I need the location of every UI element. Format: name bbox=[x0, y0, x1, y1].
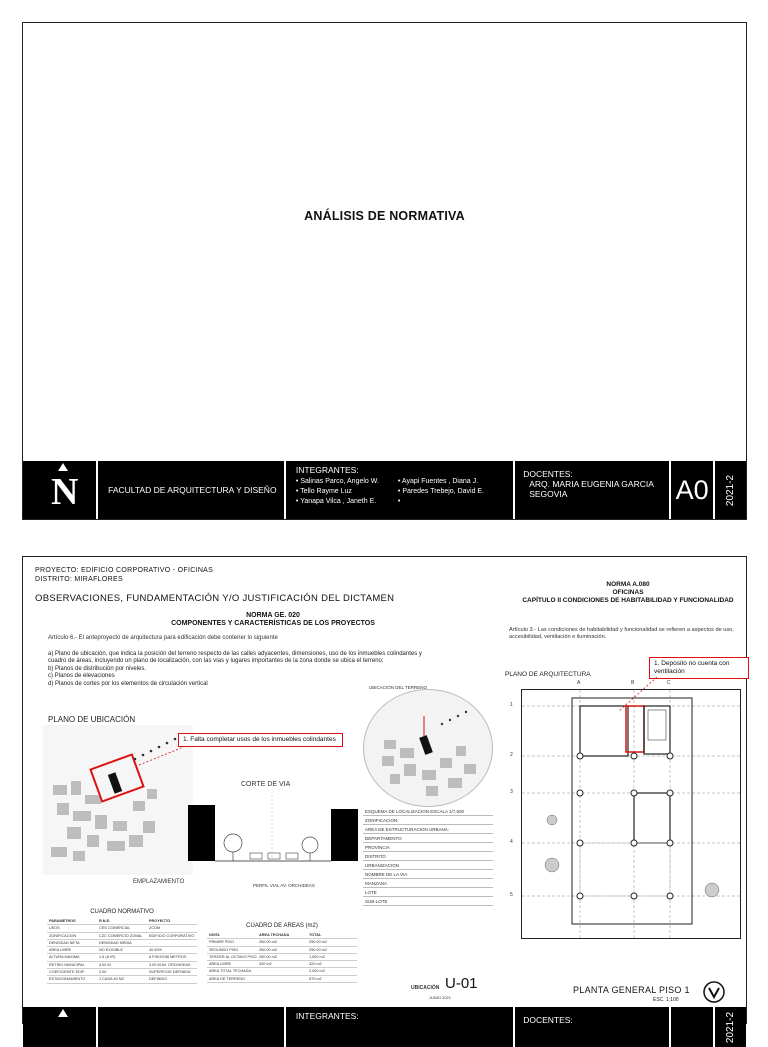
observations-heading: OBSERVACIONES, FUNDAMENTACIÓN Y/O JUSTIFICACIÓN DEL DICTAMEN bbox=[35, 593, 395, 604]
teachers-block bbox=[515, 1007, 671, 1047]
item-b: b) Planos de distribución por niveles. bbox=[48, 665, 147, 672]
floor-plan-frame bbox=[510, 680, 741, 939]
floor-plan-drawing bbox=[522, 690, 742, 940]
table-row: AREA DE TERRENO 570 m2 bbox=[207, 976, 357, 983]
table-row: ZONIFICACION CZC COMERCIO ZONAL EDIFICIO CORPORATIVO bbox=[47, 933, 197, 940]
emplazamiento-label: EMPLAZAMIENTO bbox=[133, 879, 185, 885]
semester-block bbox=[715, 461, 746, 519]
item-a: a) Plano de ubicación, que indica la posición del terreno respecto de las calles adyacentes, dimensiones, uso de los inmuebles colindantes y cuadro de áreas, incluyendo un plano de localización, con las vías y lugares importantes de la zona donde se ubica el terreno; bbox=[48, 651, 422, 665]
grid-axis-2: 2 bbox=[510, 752, 513, 758]
cuadro-normativo-title: CUADRO NORMATIVO bbox=[90, 909, 154, 915]
cuadro-areas-title: CUADRO DE AREAS (m2) bbox=[246, 923, 318, 929]
info-row: ZONIFICACION: bbox=[363, 816, 493, 825]
table-header-row: NIVEL AREA TECHADA TOTAL bbox=[207, 932, 357, 939]
info-row: DISTRITO bbox=[363, 852, 493, 861]
table-row: PRIMER PISO 250.00 m2 250.00 m2 bbox=[207, 939, 357, 946]
teachers-block bbox=[515, 461, 671, 519]
table-row: COEFICIENTE EDIF. 2.00 SUPERFICIE DEFINIDA bbox=[47, 969, 197, 976]
member-name: • Tello Rayme Luz bbox=[295, 488, 352, 495]
semester-year: 2021-2 bbox=[724, 474, 736, 506]
north-arrow-icon bbox=[58, 463, 68, 471]
grid-axis-c: C bbox=[667, 680, 671, 686]
info-row: LOTE bbox=[363, 888, 493, 897]
article-6-items bbox=[48, 651, 440, 688]
sheet-code-cell bbox=[671, 1007, 714, 1047]
semester-year: 2021-2 bbox=[724, 1011, 736, 1043]
site-map-drawing bbox=[43, 725, 193, 875]
logo-n-icon: N bbox=[51, 471, 79, 513]
north-arrow-icon bbox=[58, 1009, 68, 1017]
teacher-name: ARQ. MARIA EUGENIA GARCIA SEGOVIA bbox=[529, 479, 654, 499]
info-row: ESQUEMA DE LOCALIZACION ESCALA 1/7,500 bbox=[363, 807, 493, 816]
info-row: MANZANA bbox=[363, 879, 493, 888]
project-name: PROYECTO: EDIFICIO CORPORATIVO - OFICINAS bbox=[35, 567, 214, 574]
teachers-label: DOCENTES: bbox=[523, 469, 573, 479]
table-row: ALTURA MAXIMA 1.5 (A+R) 8 PISOS/36 METROS bbox=[47, 954, 197, 961]
info-row: DEPARTAMENTO bbox=[363, 834, 493, 843]
sheet-number: U-01 bbox=[445, 975, 478, 992]
info-row: PROVINCIA bbox=[363, 843, 493, 852]
cuadro-normativo-table bbox=[47, 909, 197, 984]
norma-ge-subtitle: COMPONENTES Y CARACTERÍSTICAS DE LOS PROYECTOS bbox=[171, 620, 375, 627]
norma-ge-header bbox=[53, 612, 493, 628]
norma-a080-title: NORMA A.080 bbox=[606, 581, 650, 588]
table-row: USOS CES COMERCIAL ZCOM bbox=[47, 925, 197, 932]
members-column-2 bbox=[398, 477, 484, 507]
grid-axis-4: 4 bbox=[510, 839, 513, 845]
location-circle-map bbox=[363, 689, 493, 807]
faculty-badge-icon bbox=[703, 981, 725, 1003]
plano-arquitectura-label: PLANO DE ARQUITECTURA bbox=[505, 671, 591, 678]
norma-a080-sub: OFICINAS bbox=[612, 589, 644, 596]
table-header-row: PARAMETROS R.N.E. PROYECTO bbox=[47, 918, 197, 925]
street-section-drawing bbox=[188, 795, 358, 875]
info-row: NOMBRE DE LA VIA bbox=[363, 870, 493, 879]
date-stamp: JUNIO 2021 bbox=[429, 995, 452, 1000]
callout-missing-uses: 1. Falta completar usos de los inmuebles colindantes bbox=[178, 733, 343, 747]
item-c: c) Planos de elevaciones bbox=[48, 673, 115, 680]
plan-scale: ESC. 1:100 bbox=[653, 997, 679, 1003]
norma-a080-header bbox=[513, 581, 743, 605]
grid-axis-3: 3 bbox=[510, 789, 513, 795]
info-row: SUB-LOTE bbox=[363, 897, 493, 906]
callout-leader-line bbox=[613, 675, 663, 715]
members-block bbox=[286, 1007, 515, 1047]
table-row: DENSIDAD NETA DENSIDAD MEDIA - bbox=[47, 940, 197, 947]
members-label: INTEGRANTES: bbox=[295, 465, 359, 475]
plan-title: PLANTA GENERAL PISO 1 bbox=[573, 985, 690, 995]
faculty-name: FACULTAD DE ARQUITECTURA Y DISEÑO bbox=[98, 461, 286, 519]
corte-via-label: CORTE DE VIA bbox=[241, 781, 291, 788]
project-info bbox=[35, 566, 213, 584]
faculty-logo bbox=[23, 461, 98, 519]
slide-title: ANÁLISIS DE NORMATIVA bbox=[304, 209, 465, 223]
member-name: • Ayapi Fuentes , Diana J. bbox=[397, 478, 479, 485]
article-6: Artículo 6.- El anteproyecto de arquitectura para edificación debe contener lo siguiente bbox=[48, 635, 278, 641]
semester-block bbox=[715, 1007, 746, 1047]
grid-axis-5: 5 bbox=[510, 892, 513, 898]
table-row: RETIRO MUNICIPAL 3.00 M 3.00 M AV. ORCHIDEAS bbox=[47, 962, 197, 969]
title-block-footer-2 bbox=[23, 1007, 746, 1047]
faculty-name-cell bbox=[98, 1007, 286, 1047]
norma-a080-chapter: CAPÍTULO II CONDICIONES DE HABITABILIDAD Y FUNCIONALIDAD bbox=[522, 597, 734, 604]
table-row: AREA TOTAL TECHADA 2,000 m2 bbox=[207, 968, 357, 975]
info-row: AREA DE ESTRUCTURACION URBANA: bbox=[363, 825, 493, 834]
members-label: INTEGRANTES: bbox=[295, 1011, 359, 1021]
members-block bbox=[286, 461, 515, 519]
grid-axis-1: 1 bbox=[510, 702, 513, 708]
article-3: Artículo 3.- Las condiciones de habitabilidad y funcionalidad se refieren a aspectos de uso, accesibilidad, ventilación e iluminación. bbox=[509, 627, 734, 640]
ubicacion-terreno-label: UBICACIÓN DEL TERRENO bbox=[369, 685, 428, 690]
title-block-footer bbox=[23, 461, 746, 519]
ubicacion-stamp-label: UBICACIÓN bbox=[411, 985, 440, 991]
member-name: • Paredes Trebejo, David E. bbox=[397, 488, 485, 495]
member-name: • Salinas Parco, Angelo W. bbox=[295, 478, 379, 485]
teachers-label: DOCENTES: bbox=[523, 1015, 573, 1025]
member-name: • Yanapa Vilca , Janeth E. bbox=[295, 498, 377, 505]
slide-norma-analysis bbox=[22, 556, 747, 1043]
item-d: d) Planos de cortes por los elementos de circulación vertical bbox=[48, 680, 208, 687]
cuadro-areas-table bbox=[207, 923, 357, 983]
table-row: AREA LIBRE NO EXIGIBLE 40.49% bbox=[47, 947, 197, 954]
slide-cover bbox=[22, 22, 747, 520]
plano-ubicacion-label: PLANO DE UBICACIÓN bbox=[48, 715, 136, 724]
norma-ge-title: NORMA GE. 020 bbox=[246, 612, 300, 619]
table-row: ESTACIONAMIENTO 1 CADA 40 M2 DEFINIDO bbox=[47, 976, 197, 983]
table-row: TERCER AL OCTAVO PISO 250.00 m2 1,500 m2 bbox=[207, 954, 357, 961]
perfil-via-label: PERFIL VIAL AV. ORCHIDEAS bbox=[253, 883, 315, 888]
info-row: URBANIZACION bbox=[363, 861, 493, 870]
members-column-1 bbox=[296, 477, 379, 507]
location-info-table bbox=[363, 807, 493, 906]
member-name: • bbox=[397, 498, 401, 505]
table-row: SEGUNDO PISO 250.00 m2 250.00 m2 bbox=[207, 947, 357, 954]
sheet-code: A0 bbox=[671, 461, 714, 519]
grid-axis-b: B bbox=[631, 680, 635, 686]
faculty-logo bbox=[23, 1007, 98, 1047]
callout-deposit-ventilation: 1. Deposito no cuenta con ventilación bbox=[649, 657, 749, 679]
project-district: DISTRITO: MIRAFLORES bbox=[35, 576, 123, 583]
table-row: AREA LIBRE 320 m2 320 m2 bbox=[207, 961, 357, 968]
location-map-drawing bbox=[364, 690, 494, 808]
grid-axis-a: A bbox=[577, 680, 581, 686]
